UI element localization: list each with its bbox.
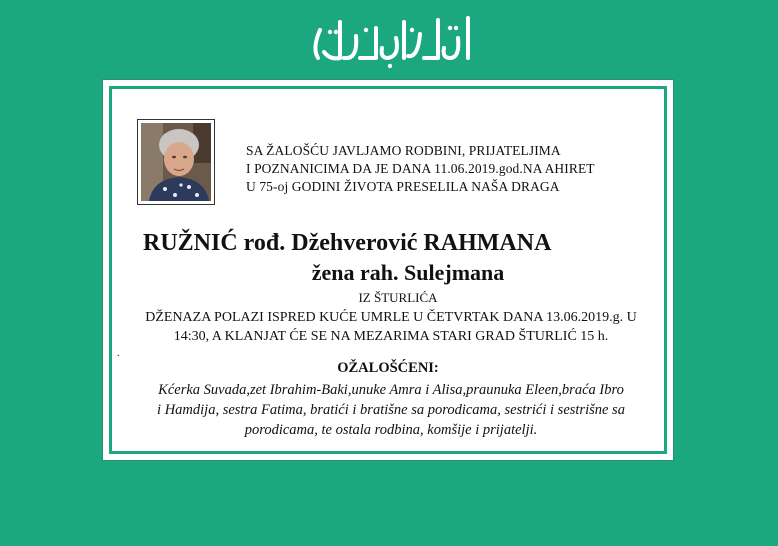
dot-mark: .	[117, 348, 120, 359]
obituary-card	[103, 80, 673, 460]
calligraphy-image	[300, 8, 480, 70]
portrait-image	[141, 123, 211, 201]
deceased-name: RUŽNIĆ rođ. Džehverović RAHMANA	[143, 230, 552, 256]
mourners-list	[113, 380, 669, 440]
mourners-title: OŽALOŠĆENI:	[337, 360, 439, 376]
mourners-line: porodicama, te ostala rodbina, komšije i prijatelji.	[244, 422, 538, 438]
mourners-line: i Hamdija, sestra Fatima, bratići i bratišne sa porodicama, sestrići i sestrišne sa	[157, 402, 625, 418]
place-of-origin: IZ ŠTURLIĆA	[358, 290, 438, 305]
wife-of: žena rah. Sulejmana	[311, 260, 505, 285]
intro-line: U 75-oj GODINI ŽIVOTA PRESELILA NAŠA DRAGA	[246, 179, 560, 194]
calligraphy-header	[300, 8, 480, 70]
mourners-line: Kćerka Suvada,zet Ibrahim-Baki,unuke Amra i Alisa,praunuka Eleen,braća Ibro	[158, 382, 624, 398]
portrait-photo	[137, 119, 215, 205]
funeral-line: 14:30, A KLANJAT ĆE SE NA MEZARIMA STARI GRAD ŠTURLIĆ 15 h.	[173, 329, 609, 344]
intro-line: SA ŽALOŠĆU JAVLJAMO RODBINI, PRIJATELJIMA	[246, 143, 561, 158]
intro-text	[246, 142, 666, 196]
funeral-line: DŽENAZA POLAZI ISPRED KUĆE UMRLE U ČETVRTAK DANA 13.06.2019.g. U	[145, 310, 637, 325]
intro-line: I POZNANICIMA DA JE DANA 11.06.2019.god.NA AHIRET	[246, 161, 595, 176]
funeral-details	[117, 308, 665, 346]
